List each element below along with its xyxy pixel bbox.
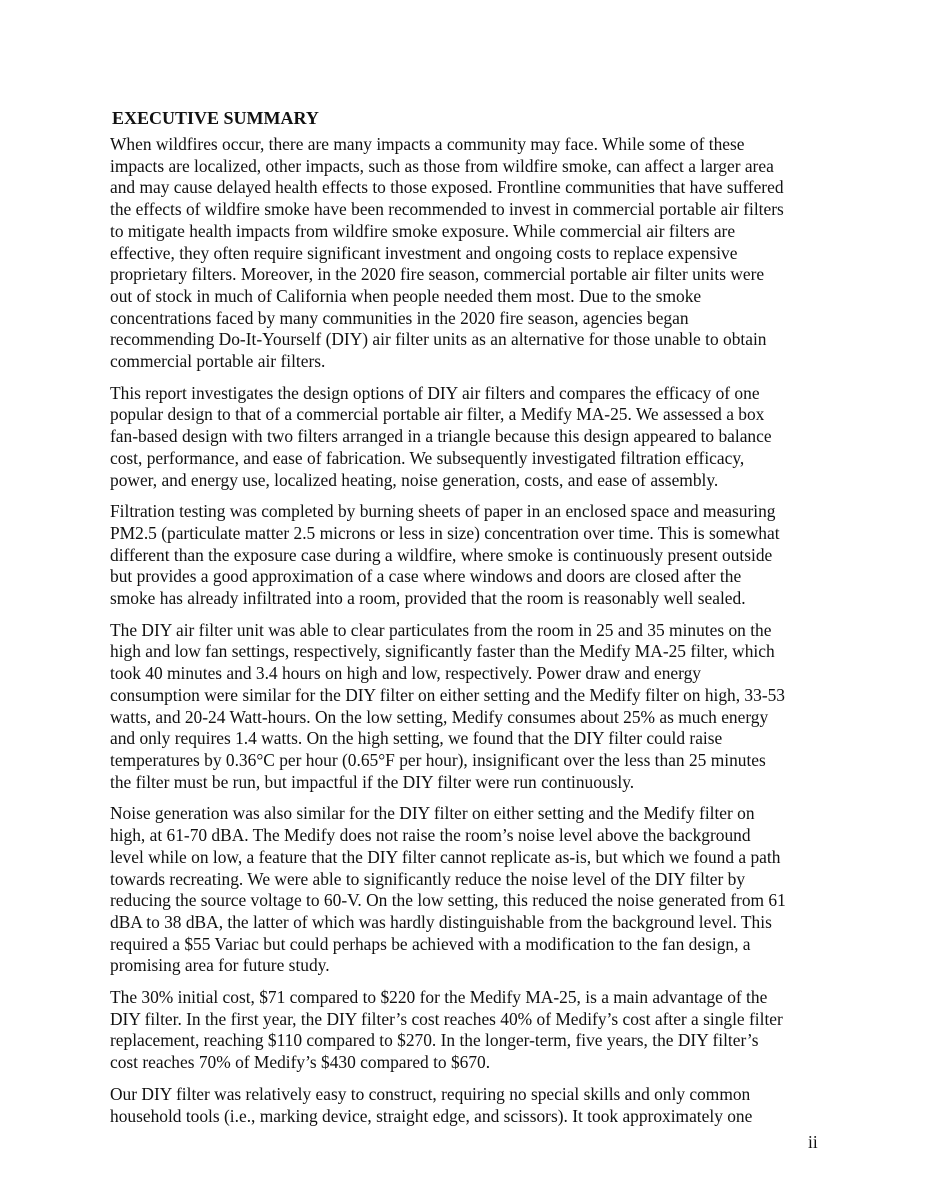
- text-line: watts, and 20-24 Watt-hours. On the low setting, Medify consumes about 25% as much energy: [110, 706, 769, 727]
- text-line: high and low fan settings, respectively, significantly faster than the Medify MA-25 filter, which: [110, 641, 775, 662]
- paragraph: [110, 501, 825, 610]
- text-line: The DIY air filter unit was able to clear particulates from the room in 25 and 35 minutes on the: [110, 619, 772, 640]
- paragraph: [110, 987, 825, 1074]
- text-line: concentrations faced by many communities in the 2020 fire season, agencies began: [110, 307, 689, 328]
- text-line: Our DIY filter was relatively easy to construct, requiring no special skills and only common: [110, 1083, 751, 1104]
- section-heading: EXECUTIVE SUMMARY: [112, 108, 319, 128]
- text-line: popular design to that of a commercial portable air filter, a Medify MA-25. We assessed a box: [110, 404, 765, 425]
- text-line: took 40 minutes and 3.4 hours on high and low, respectively. Power draw and energy: [110, 663, 701, 684]
- text-line: level while on low, a feature that the DIY filter cannot replicate as-is, but which we found a path: [110, 846, 781, 867]
- text-line: PM2.5 (particulate matter 2.5 microns or less in size) concentration over time. This is somewhat: [110, 522, 780, 543]
- paragraph: [110, 383, 825, 492]
- text-line: promising area for future study.: [110, 955, 330, 976]
- text-line: impacts are localized, other impacts, such as those from wildfire smoke, can affect a larger area: [110, 155, 774, 176]
- text-line: out of stock in much of California when people needed them most. Due to the smoke: [110, 285, 702, 306]
- text-line: temperatures by 0.36°C per hour (0.65°F per hour), insignificant over the less than 25 minutes: [110, 749, 766, 770]
- text-line: consumption were similar for the DIY filter on either setting and the Medify filter on high, 33-53: [110, 684, 786, 705]
- text-line: and may cause delayed health effects to those exposed. Frontline communities that have suffered: [110, 177, 784, 198]
- text-line: DIY filter. In the first year, the DIY filter’s cost reaches 40% of Medify’s cost after a single filter: [110, 1008, 783, 1029]
- document-body: [110, 134, 825, 1137]
- text-line: Filtration testing was completed by burning sheets of paper in an enclosed space and measuring: [110, 501, 776, 522]
- paragraph: [110, 134, 825, 373]
- text-line: proprietary filters. Moreover, in the 2020 fire season, commercial portable air filter units were: [110, 264, 765, 285]
- text-line: power, and energy use, localized heating, noise generation, costs, and ease of assembly.: [110, 469, 719, 490]
- text-line: Noise generation was also similar for the DIY filter on either setting and the Medify filter on: [110, 803, 755, 824]
- text-line: but provides a good approximation of a case where windows and doors are closed after the: [110, 566, 742, 587]
- text-line: cost reaches 70% of Medify’s $430 compared to $670.: [110, 1052, 491, 1073]
- paragraph: [110, 620, 825, 794]
- text-line: and only requires 1.4 watts. On the high setting, we found that the DIY filter could raise: [110, 728, 723, 749]
- text-line: This report investigates the design options of DIY air filters and compares the efficacy of one: [110, 382, 760, 403]
- text-line: different than the exposure case during a wildfire, where smoke is continuously present outside: [110, 544, 773, 565]
- text-line: smoke has already infiltrated into a room, provided that the room is reasonably well sealed.: [110, 588, 746, 609]
- text-line: high, at 61-70 dBA. The Medify does not raise the room’s noise level above the background: [110, 825, 751, 846]
- text-line: effective, they often require significant investment and ongoing costs to replace expensive: [110, 242, 738, 263]
- text-line: required a $55 Variac but could perhaps be achieved with a modification to the fan design, a: [110, 933, 751, 954]
- page-number: ii: [808, 1132, 818, 1152]
- text-line: reducing the source voltage to 60-V. On the low setting, this reduced the noise generated from 61: [110, 890, 786, 911]
- text-line: When wildfires occur, there are many impacts a community may face. While some of these: [110, 134, 745, 154]
- text-line: household tools (i.e., marking device, straight edge, and scissors). It took approximately one: [110, 1105, 753, 1126]
- text-line: cost, performance, and ease of fabrication. We subsequently investigated filtration efficacy,: [110, 447, 745, 468]
- text-line: recommending Do-It-Yourself (DIY) air filter units as an alternative for those unable to obtain: [110, 329, 767, 350]
- text-line: The 30% initial cost, $71 compared to $220 for the Medify MA-25, is a main advantage of the: [110, 987, 768, 1008]
- text-line: the effects of wildfire smoke have been recommended to invest in commercial portable air filters: [110, 199, 784, 220]
- text-line: fan-based design with two filters arranged in a triangle because this design appeared to balance: [110, 426, 772, 447]
- text-line: towards recreating. We were able to significantly reduce the noise level of the DIY filter by: [110, 868, 746, 889]
- text-line: commercial portable air filters.: [110, 351, 326, 372]
- text-line: dBA to 38 dBA, the latter of which was hardly distinguishable from the background level. This: [110, 911, 772, 932]
- text-line: the filter must be run, but impactful if the DIY filter were run continuously.: [110, 771, 635, 792]
- paragraph: [110, 803, 825, 977]
- paragraph: [110, 1084, 825, 1127]
- text-line: to mitigate health impacts from wildfire smoke exposure. While commercial air filters are: [110, 220, 736, 241]
- text-line: replacement, reaching $110 compared to $270. In the longer-term, five years, the DIY filter’s: [110, 1030, 759, 1051]
